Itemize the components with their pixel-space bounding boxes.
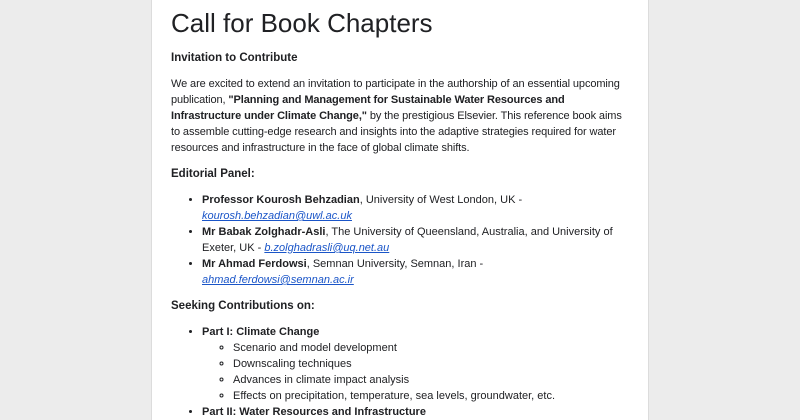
topic-item: ◦ Downscaling techniques <box>233 356 623 372</box>
part-title: Part II: Water Resources and Infrastructure <box>202 406 426 418</box>
topic-list <box>202 340 623 404</box>
intro-paragraph <box>171 76 623 156</box>
part-item <box>202 404 623 420</box>
editor-name: Mr Ahmad Ferdowsi <box>202 258 307 270</box>
intro-text-2: by the prestigious Elsevier. This reference book aims to assemble cutting-edge research and insights into the adaptive strategies required for water resources and infrastructure in the face of global climate shifts. <box>171 110 622 154</box>
editor-list <box>171 192 623 288</box>
editor-email-link[interactable]: b.zolghadrasli@uq.net.au <box>264 242 390 254</box>
editor-affiliation: , The University of Queensland, Australia, and University of Exeter, UK - <box>202 226 613 254</box>
invitation-heading: Invitation to Contribute <box>171 52 298 64</box>
part-item <box>202 324 623 404</box>
editor-item <box>202 256 623 288</box>
page-title: Call for Book Chapters <box>171 8 433 38</box>
topic-item: ◦ Scenario and model development <box>233 340 623 356</box>
editor-email-link[interactable]: kourosh.behzadian@uwl.ac.uk <box>202 210 352 222</box>
topic-item: ◦ Advances in climate impact analysis <box>233 372 623 388</box>
document-content <box>171 6 623 420</box>
editor-email-link[interactable]: ahmad.ferdowsi@semnan.ac.ir <box>202 274 354 286</box>
editor-name: Professor Kourosh Behzadian <box>202 194 360 206</box>
editor-affiliation: , Semnan University, Semnan, Iran - <box>306 258 484 270</box>
editor-item <box>202 224 623 256</box>
editorial-heading: Editorial Panel: <box>171 168 255 180</box>
book-title: "Planning and Management for Sustainable Water Resources and Infrastructure under Climate Change," <box>171 94 565 122</box>
seeking-heading: Seeking Contributions on: <box>171 300 315 312</box>
document-page <box>151 0 649 420</box>
part-title: Part I: Climate Change <box>202 326 320 338</box>
topic-item: ◦ Effects on precipitation, temperature, sea levels, groundwater, etc. <box>233 388 623 404</box>
editor-affiliation: , University of West London, UK - <box>359 194 523 206</box>
intro-text-1: We are excited to extend an invitation to participate in the authorship of an essential upcoming publication, <box>171 78 620 106</box>
editor-item <box>202 192 623 224</box>
parts-list <box>171 324 623 420</box>
editor-name: Mr Babak Zolghadr-Asli <box>202 226 326 238</box>
